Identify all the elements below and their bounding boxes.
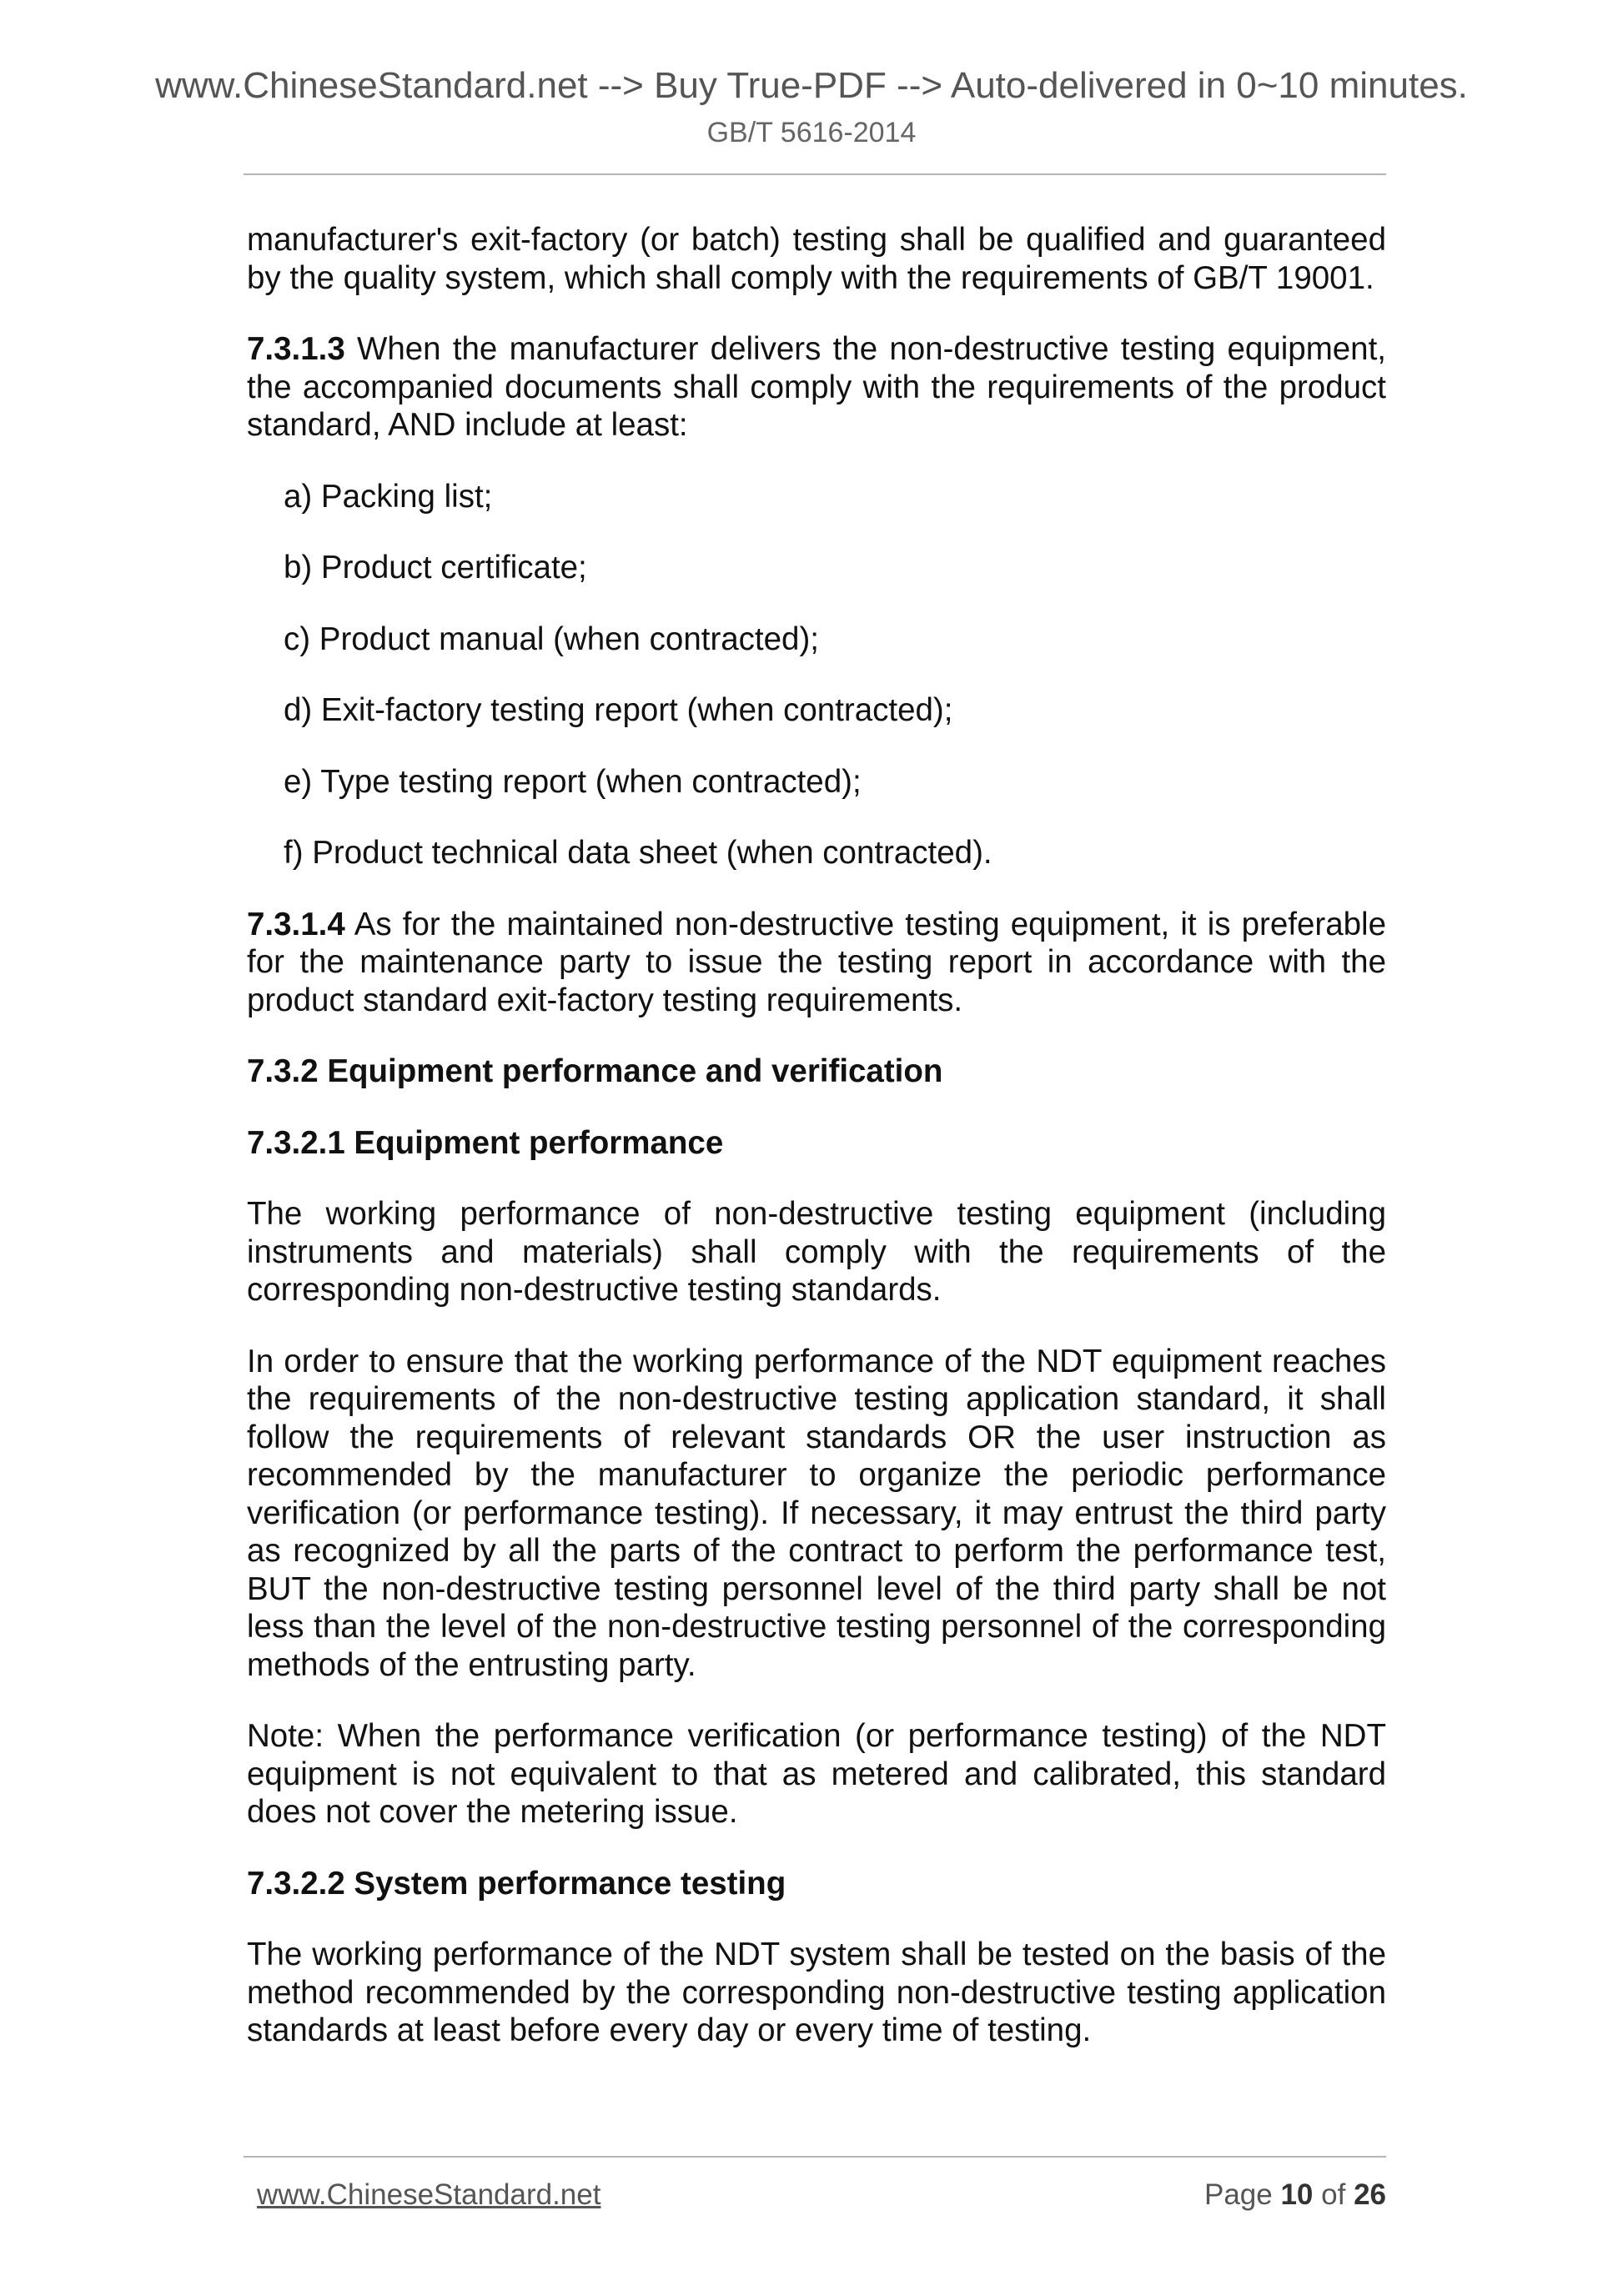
verification-paragraph: In order to ensure that the working performance of the NDT equipment reaches the requirements of the non-destructive testing application standard, it shall follow the requirements of relevant standards OR the user instruction as recommended by the manufacturer to organize the periodic performance verification (or performance testing). If necessary, it may entrust the third party as recognized by all the parts of the contract to perform the performance test, BUT the non-destructive testing personnel level of the third party shall be not less than the level of the non-destructive testing personnel of the corresponding methods of the entrusting party. [247, 1343, 1386, 1683]
of-word: of [1321, 2178, 1346, 2211]
clause-text: When the manufacturer delivers the non-destructive testing equipment, the accompanied documents shall comply with the requirements of the product standard, AND include at least: [247, 331, 1386, 443]
clause-text: As for the maintained non-destructive testing equipment, it is preferable for the maintenance party to issue the testing report in accordance with the product standard exit-factory testing requirements. [247, 906, 1386, 1018]
note-paragraph: Note: When the performance verification (or performance testing) of the NDT equipment is not equivalent to that as metered and calibrated, this standard does not cover the metering issue. [247, 1718, 1386, 1830]
page-word: Page [1203, 2178, 1273, 2211]
total-page-count: 26 [1354, 2178, 1386, 2211]
list-item: c) Product manual (when contracted); [284, 620, 819, 657]
page-footer [0, 2168, 1623, 2218]
list-item: a) Packing list; [284, 478, 493, 515]
footer-website-link[interactable]: www.ChineseStandard.net [257, 2178, 601, 2211]
clause-number: 7.3.1.4 [247, 906, 345, 942]
promo-banner-text[interactable]: www.ChineseStandard.net --> Buy True-PDF --> Auto-delivered in 0~10 minutes. [155, 65, 1468, 106]
list-item: e) Type testing report (when contracted); [284, 763, 862, 800]
section-heading-7-3-2-2: 7.3.2.2 System performance testing [247, 1865, 786, 1902]
list-item: f) Product technical data sheet (when contracted). [284, 835, 992, 871]
header-divider [244, 173, 1386, 175]
document-body [247, 221, 1386, 2083]
section-heading-7-3-2: 7.3.2 Equipment performance and verification [247, 1053, 943, 1089]
page-indicator [1204, 2178, 1386, 2212]
standard-number: GB/T 5616-2014 [706, 117, 917, 148]
section-heading-7-3-2-1: 7.3.2.1 Equipment performance [247, 1124, 724, 1161]
performance-paragraph: The working performance of non-destructive testing equipment (including instruments and materials) shall comply with the requirements of the corresponding non-destructive testing standards. [247, 1196, 1386, 1308]
list-item: d) Exit-factory testing report (when contracted); [284, 692, 953, 728]
clause-number: 7.3.1.3 [247, 331, 345, 367]
clause-7-3-1-3 [247, 330, 1386, 445]
system-testing-paragraph: The working performance of the NDT system shall be tested on the basis of the method recommended by the corresponding non-destructive testing application standards at least before every day or every time of testing. [247, 1937, 1386, 2048]
clause-7-3-1-4 [247, 906, 1386, 1020]
current-page-number: 10 [1280, 2178, 1314, 2211]
list-item: b) Product certificate; [284, 550, 587, 585]
footer-divider [244, 2156, 1386, 2158]
continued-paragraph: manufacturer's exit-factory (or batch) testing shall be qualified and guaranteed by the quality system, which shall comply with the requirements of GB/T 19001. [247, 222, 1386, 296]
